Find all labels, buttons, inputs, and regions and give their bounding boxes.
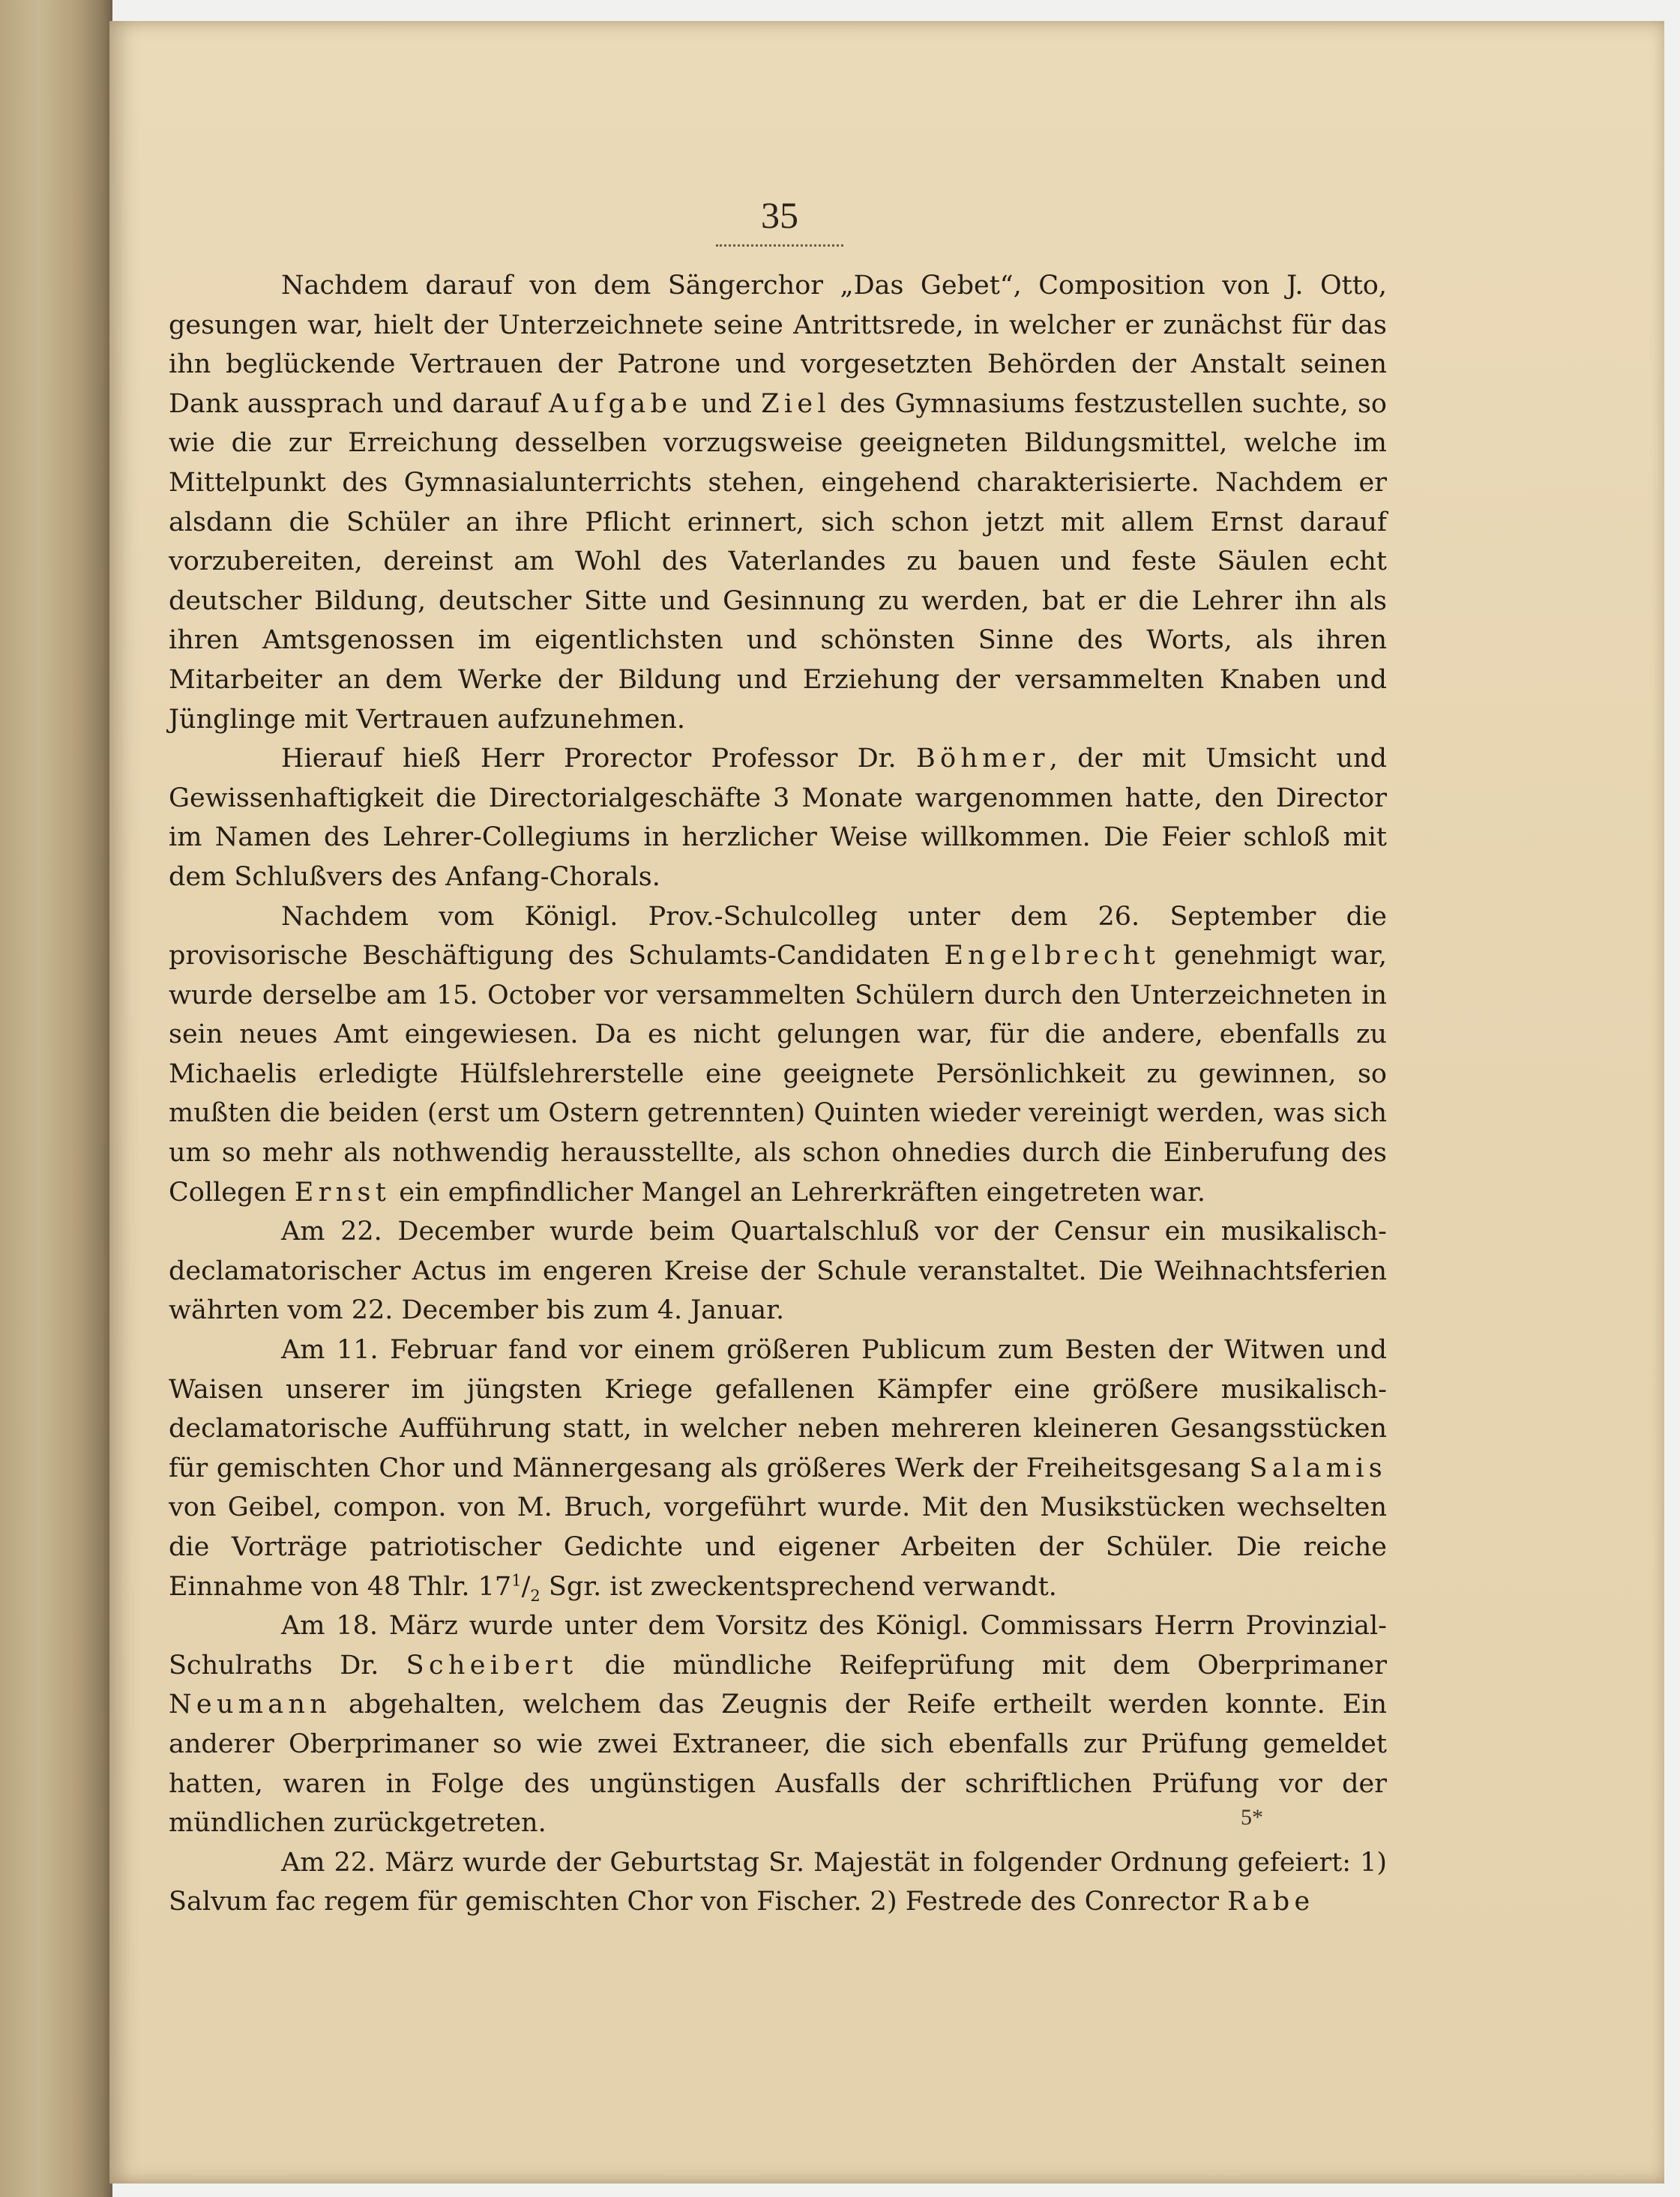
fraction-numerator: 1 [511,1570,522,1589]
text-run: von Geibel, compon. von M. Bruch, vorgeführt wurde. Mit den Musikstücken wechselten die Vorträge patriotischer Gedichte und eigener Arbeiten der Schüler. Die reiche Einnahme von 48 Thlr. 17 [169,1492,1387,1602]
paragraph [169,266,1387,739]
paragraph [169,739,1387,896]
paragraph [169,897,1387,1213]
body-text [169,266,1387,1922]
paragraph [169,1843,1387,1922]
text-run: Nachdem vom Königl. Prov.-Schulcolleg unter dem 26. September die provisorische Beschäftigung des Schulamts-Candidaten [169,901,1387,971]
text-run: Am 18. März wurde unter dem Vorsitz des Königl. Commissars Herrn Provinzial-Schulraths Dr. [169,1611,1387,1681]
text-run: die mündliche Reifeprüfung mit dem Oberprimaner [577,1650,1387,1681]
spaced-name: Aufgabe [549,388,693,419]
text-run: / [521,1571,531,1602]
spaced-name: Engelbrecht [944,941,1160,971]
text-run: Am 22. März wurde der Geburtstag Sr. Majestät in folgender Ordnung gefeiert: 1) Salvum fac regem für gemischten Chor von Fischer. 2) Festrede des Conrector [169,1847,1387,1917]
spaced-name: Ziel [761,388,831,419]
text-run: genehmigt war, wurde derselbe am 15. October vor versammelten Schülern durch den Unterzeichneten in sein neues Amt eingewiesen. Da es nicht gelungen war, für die andere, ebenfalls zu Michaelis erledigte Hülfslehrerstelle eine geeignete Persönlichkeit zu gewinnen, so mußten die beiden (erst um Ostern getrennten) Quinten wieder vereinigt werden, was sich um so mehr als nothwendig herausstellte, als schon ohnedies durch die Einberufung des Collegen [169,941,1387,1208]
paragraph [169,1606,1387,1843]
left-page-edge [0,0,112,2197]
text-run: Nachdem darauf von dem Sängerchor „Das Gebet“, Composition von J. Otto, gesungen war, hielt der Unterzeichnete seine Antrittsrede, in welcher er zunächst für das ihn beglückende Vertrauen der Patrone und vorgesetzten Behörden der Anstalt seinen Dank aussprach und darauf [169,271,1387,419]
page-number-rule [716,244,843,247]
printer-signature: 5* [1241,1805,1263,1830]
spaced-name: Rabe [1227,1887,1315,1917]
spaced-name: Salamis [1249,1453,1387,1483]
fraction-denominator: 2 [530,1586,541,1605]
text-run: Am 22. December wurde beim Quartalschluß vor der Censur ein musikalisch-declamatorischer Actus im engeren Kreise der Schule veranstaltet. Die Weihnachtsferien währten vom 22. December bis zum 4. Januar. [169,1217,1387,1326]
spaced-name: Ernst [294,1177,391,1208]
text-run: Am 11. Februar fand vor einem größeren Publicum zum Besten der Witwen und Waisen unserer im jüngsten Kriege gefallenen Kämpfer eine größere musikalisch-declamatorische Aufführung statt, in welcher neben mehreren kleineren Gesangsstücken für gemischten Chor und Männergesang als größeres Werk der Freiheitsgesang [169,1335,1387,1483]
paragraph [169,1330,1387,1606]
text-run: Hierauf hieß Herr Prorector Professor Dr. [281,744,916,774]
spaced-name: Böhmer [916,744,1050,774]
text-run: des Gymnasiums festzustellen suchte, so wie die zur Erreichung desselben vorzugsweise geeigneten Bildungsmittel, welche im Mittelpunkt des Gymnasialunterrichts stehen, eingehend charakterisierte. Nachdem er alsdann die Schüler an ihre Pflicht erinnert, sich schon jetzt mit allem Ernst darauf vorzubereiten, dereinst am Wohl des Vaterlandes zu bauen und feste Säulen echt deutscher Bildung, deutscher Sitte und Gesinnung zu werden, bat er die Lehrer ihn als ihren Amtsgenossen im eigentlichsten und schönsten Sinne des Worts, als ihren Mitarbeiter an dem Werke der Bildung und Erziehung der versammelten Knaben und Jünglinge mit Vertrauen aufzunehmen. [169,388,1387,735]
spaced-name: Neumann [169,1690,332,1720]
text-run: ein empfindlicher Mangel an Lehrerkräften eingetreten war. [391,1177,1205,1208]
spaced-name: Scheibert [406,1650,578,1681]
text-run: Sgr. ist zweckentsprechend verwandt. [540,1571,1057,1602]
text-run: , der mit Umsicht und Gewissenhaftigkeit die Directorialgeschäfte 3 Monate wargenommen hatte, den Director im Namen des Lehrer-Collegiums in herzlicher Weise willkommen. Die Feier schloß mit dem Schlußvers des Anfang-Chorals. [169,744,1387,892]
text-run: und [692,388,762,419]
page-number: 35 [761,194,798,236]
text-run: abgehalten, welchem das Zeugnis der Reife ertheilt werden konnte. Ein anderer Oberprimaner so wie zwei Extraneer, die sich ebenfalls zur Prüfung gemeldet hatten, waren in Folge des ungünstigen Ausfalls der schriftlichen Prüfung vor der mündlichen zurückgetreten. [169,1690,1387,1839]
paragraph [169,1212,1387,1330]
